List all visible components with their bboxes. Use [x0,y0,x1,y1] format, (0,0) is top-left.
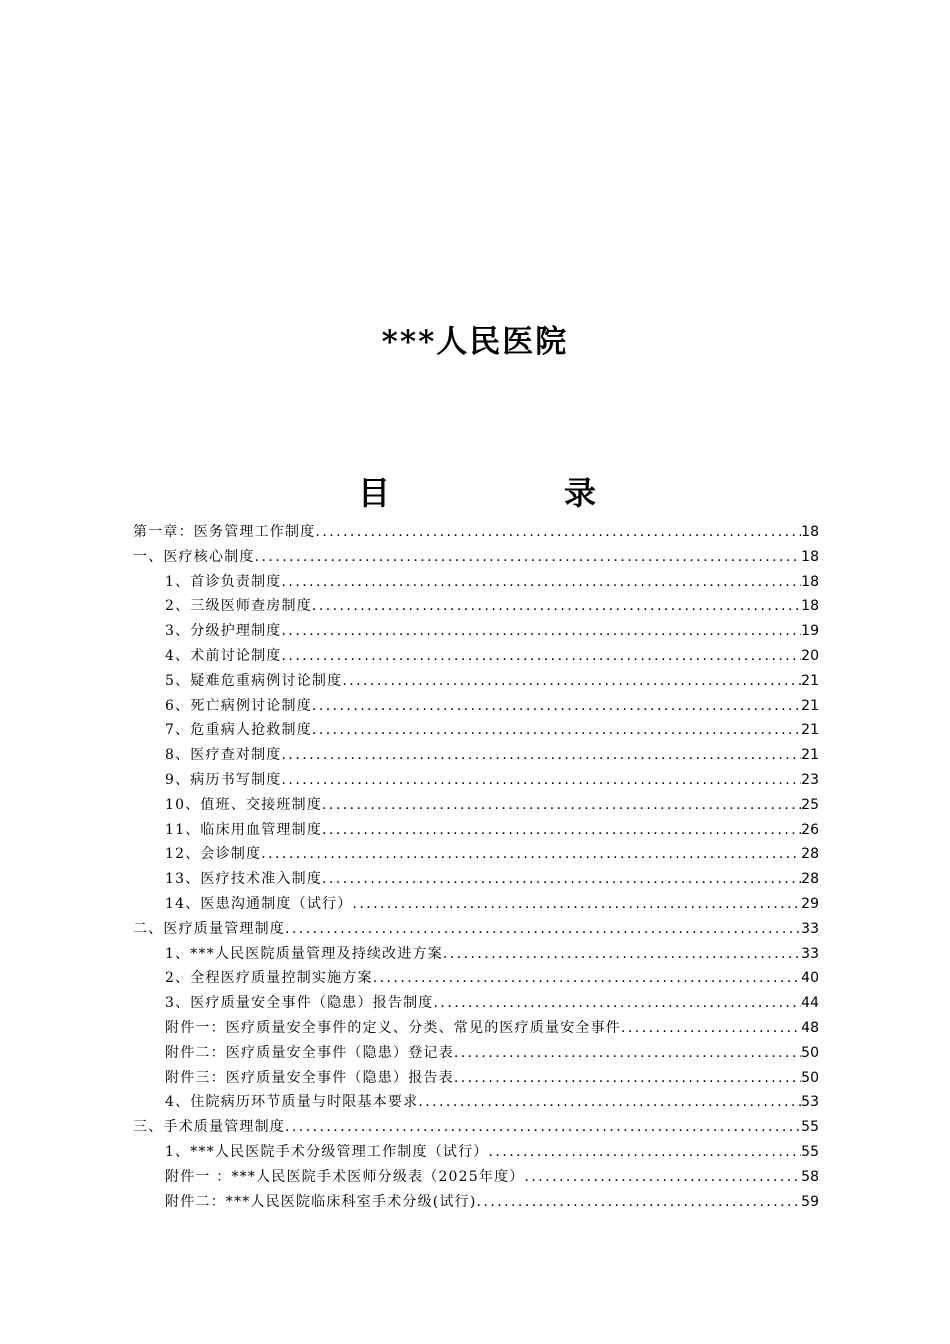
toc-entry-page-number: 21 [801,672,819,689]
toc-entry-label: 一、医疗核心制度 [133,548,255,565]
toc-heading [0,468,950,516]
toc-dot-leader [282,743,802,768]
toc-entry-page-number: 59 [801,1193,819,1210]
toc-entry-page-number: 53 [801,1094,819,1111]
toc-dot-leader [322,793,801,818]
toc-entry-page-number: 18 [801,598,819,615]
toc-entry[interactable] [133,1090,819,1115]
toc-entry[interactable] [133,1140,819,1165]
toc-entry[interactable] [133,793,819,818]
toc-entry[interactable] [133,1115,819,1140]
toc-entry-label: 7、危重病人抢救制度 [165,722,312,739]
toc-entry-label: 13、医疗技术准入制度 [165,871,323,888]
toc-entry-label: 6、死亡病例讨论制度 [165,697,312,714]
toc-entry[interactable] [133,594,819,619]
toc-entry[interactable] [133,917,819,942]
toc-dot-leader [477,1190,802,1215]
toc-dot-leader [524,1165,801,1190]
toc-entry[interactable] [133,1016,819,1041]
toc-entry[interactable] [133,867,819,892]
toc-dot-leader [255,545,802,570]
toc-entry[interactable] [133,545,819,570]
toc-entry-label: 二、医疗质量管理制度 [133,920,285,937]
toc-entry[interactable] [133,743,819,768]
toc-entry-page-number: 48 [801,1019,819,1036]
toc-entry[interactable] [133,644,819,669]
toc-entry[interactable] [133,1066,819,1091]
toc-entry-page-number: 28 [801,846,819,863]
toc-dot-leader [342,669,801,694]
toc-dot-leader [315,520,801,545]
toc-dot-leader [322,818,801,843]
toc-dot-leader [322,867,801,892]
toc-dot-leader [352,892,801,917]
toc-entry-page-number: 50 [801,1069,819,1086]
toc-entry-label: 附件一 ：***人民医院手术医师分级表（2025年度） [165,1168,525,1185]
toc-entry[interactable] [133,942,819,967]
toc-entry-label: 1、***人民医院手术分级管理工作制度（试行） [165,1143,489,1160]
toc-entry[interactable] [133,718,819,743]
toc-entry-label: 1、***人民医院质量管理及持续改进方案 [165,945,443,962]
toc-dot-leader [282,570,802,595]
toc-entry[interactable] [133,768,819,793]
toc-entry[interactable] [133,991,819,1016]
toc-entry[interactable] [133,818,819,843]
toc-entry-label: 9、病历书写制度 [165,771,282,788]
toc-entry-label: 2、全程医疗质量控制实施方案 [165,970,373,987]
toc-entry-label: 2、三级医师查房制度 [165,598,312,615]
toc-dot-leader [621,1016,801,1041]
toc-heading-left: 目 [358,474,391,512]
toc-entry-label: 三、手术质量管理制度 [133,1119,285,1136]
toc-entry-label: 5、疑难危重病例讨论制度 [165,672,343,689]
toc-entry-page-number: 23 [801,771,819,788]
toc-entry-label: 附件一：医疗质量安全事件的定义、分类、常见的医疗质量安全事件 [165,1019,621,1036]
toc-dot-leader [489,1140,802,1165]
toc-entry-page-number: 21 [801,747,819,764]
toc-entry-page-number: 18 [801,524,819,540]
toc-entry-page-number: 55 [801,1119,819,1136]
toc-entry-page-number: 18 [801,548,819,565]
toc-entry-page-number: 29 [801,895,819,912]
toc-dot-leader [312,694,801,719]
toc-dot-leader [454,1066,801,1091]
toc-dot-leader [282,644,802,669]
toc-entry-page-number: 58 [801,1168,819,1185]
toc-entry-page-number: 21 [801,722,819,739]
toc-entry[interactable] [133,1041,819,1066]
toc-dot-leader [373,966,801,991]
toc-entry-label: 11、临床用血管理制度 [165,821,323,838]
toc-entry-label: 8、医疗查对制度 [165,747,282,764]
toc-entry-page-number: 21 [801,697,819,714]
toc-dot-leader [434,991,802,1016]
toc-dot-leader [261,842,801,867]
toc-heading-right: 录 [564,474,597,512]
toc-entry[interactable] [133,619,819,644]
toc-entry-page-number: 25 [801,796,819,813]
toc-entry-label: 14、医患沟通制度（试行） [165,895,353,912]
toc-entry[interactable] [133,892,819,917]
toc-entry-page-number: 33 [801,920,819,937]
toc-entry-page-number: 18 [801,573,819,590]
table-of-contents [133,520,819,1214]
toc-entry-label: 3、分级护理制度 [165,623,282,640]
toc-entry-label: 3、医疗质量安全事件（隐患）报告制度 [165,995,434,1012]
toc-entry[interactable] [133,694,819,719]
toc-dot-leader [418,1090,801,1115]
toc-entry-label: 12、会诊制度 [165,846,262,863]
toc-entry-label: 附件三：医疗质量安全事件（隐患）报告表 [165,1069,454,1086]
toc-dot-leader [285,917,801,942]
toc-entry-page-number: 28 [801,871,819,888]
toc-entry-page-number: 50 [801,1044,819,1061]
toc-dot-leader [312,594,801,619]
toc-entry-page-number: 44 [801,995,819,1012]
toc-dot-leader [282,768,802,793]
toc-entry-label: 附件二：***人民医院临床科室手术分级(试行) [165,1193,477,1210]
toc-entry-label: 4、住院病历环节质量与时限基本要求 [165,1094,419,1111]
toc-entry[interactable] [133,842,819,867]
toc-dot-leader [454,1041,801,1066]
toc-entry-page-number: 20 [801,647,819,664]
toc-entry-page-number: 40 [801,970,819,987]
toc-entry-page-number: 26 [801,821,819,838]
toc-entry-label: 1、首诊负责制度 [165,573,282,590]
toc-entry[interactable] [133,520,819,545]
toc-entry[interactable] [133,669,819,694]
toc-entry[interactable] [133,1165,819,1190]
toc-entry-label: 4、术前讨论制度 [165,647,282,664]
toc-entry[interactable] [133,570,819,595]
toc-entry-page-number: 33 [801,945,819,962]
toc-entry-page-number: 19 [801,623,819,640]
toc-entry-label: 附件二：医疗质量安全事件（隐患）登记表 [165,1044,454,1061]
toc-dot-leader [282,619,802,644]
toc-entry-label: 10、值班、交接班制度 [165,796,323,813]
toc-entry[interactable] [133,966,819,991]
toc-entry-page-number: 55 [801,1143,819,1160]
document-title: ***人民医院 [381,324,569,360]
toc-dot-leader [312,718,801,743]
toc-entry[interactable] [133,1190,819,1215]
toc-dot-leader [285,1115,801,1140]
toc-entry-label: 第一章：医务管理工作制度 [133,524,316,540]
toc-dot-leader [443,942,801,967]
